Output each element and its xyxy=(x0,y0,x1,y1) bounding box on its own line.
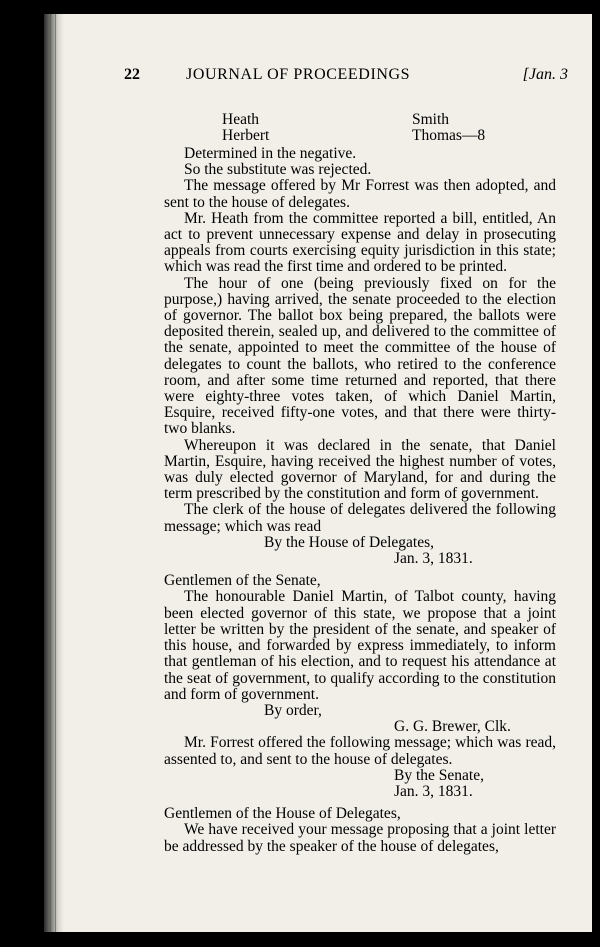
vote-name-row xyxy=(222,111,450,128)
paragraph: Mr. Forrest offered the following message; which was read, assented to, and sent to the house of delegates. xyxy=(164,734,556,768)
paragraph: The hour of one (being previously fixed on for the purpose,) having arrived, the senate proceeded to the election of governor. The ballot box being prepared, the ballots were deposited therein, sealed up, and delivered to the committee of the senate, appointed to meet the committee of the house of delegates to count the ballots, who retired to the conference room, and after some time returned and reported, that there were eighty-three votes taken, of which Daniel Martin, Esquire, received fifty-one votes, and that there were thirty-two blanks. xyxy=(164,274,556,438)
gutter-line xyxy=(55,14,56,932)
paragraph: Jan. 3, 1831. xyxy=(394,550,473,568)
paragraph: We have received your message proposing that a joint letter be addressed by the speaker of the house of delegates, xyxy=(164,821,556,855)
paragraph: The honourable Daniel Martin, of Talbot county, having been elected governor of this state, we propose that a joint letter be written by the president of the senate, and speaker of this house, and forwarded by express immediately, to inform that gentleman of his election, and to request his attendance at the seat of government, to qualify according to the constitution and form of government. xyxy=(164,588,556,703)
binding-gutter xyxy=(44,14,64,932)
header-date: [Jan. 3 xyxy=(522,66,568,83)
paragraph: Jan. 3, 1831. xyxy=(394,782,473,800)
paragraph: By the Senate, xyxy=(394,766,484,784)
gutter-line xyxy=(50,14,51,932)
paragraph: By order, xyxy=(264,701,322,719)
page-number: 22 xyxy=(124,66,140,83)
vote-name-left: Herbert xyxy=(222,127,270,144)
vote-name-left: Heath xyxy=(222,111,260,128)
paragraph: Mr. Heath from the committee reported a bill, entitled, An act to prevent unnecessary expense and delay in prosecuting appeals from courts exercising equity jurisdiction in this state; which was read the first time and ordered to be printed. xyxy=(164,209,556,276)
paragraph: The message offered by Mr Forrest was then adopted, and sent to the house of delegates. xyxy=(164,177,556,211)
paragraph: So the substitute was rejected. xyxy=(184,161,372,179)
paragraph: Determined in the negative. xyxy=(184,145,357,162)
paragraph: The clerk of the house of delegates delivered the following message; which was read xyxy=(164,501,556,535)
vote-name-row xyxy=(222,127,486,144)
vote-name-right: Thomas—8 xyxy=(412,127,486,144)
paragraph: Gentlemen of the House of Delegates, xyxy=(164,805,401,823)
vote-name-right: Smith xyxy=(412,111,450,128)
vote-name-list xyxy=(222,111,486,144)
paragraph: Gentlemen of the Senate, xyxy=(164,572,321,590)
running-header xyxy=(124,66,568,86)
paragraph: Whereupon it was declared in the senate, that Daniel Martin, Esquire, having received the highest number of votes, was duly elected governor of Maryland, for and during the term prescribed by the constitution and form of government. xyxy=(164,436,556,503)
page-title: JOURNAL OF PROCEEDINGS xyxy=(186,66,411,83)
document-body xyxy=(164,146,556,855)
paragraph: G. G. Brewer, Clk. xyxy=(394,718,511,736)
paragraph: By the House of Delegates, xyxy=(264,533,435,551)
